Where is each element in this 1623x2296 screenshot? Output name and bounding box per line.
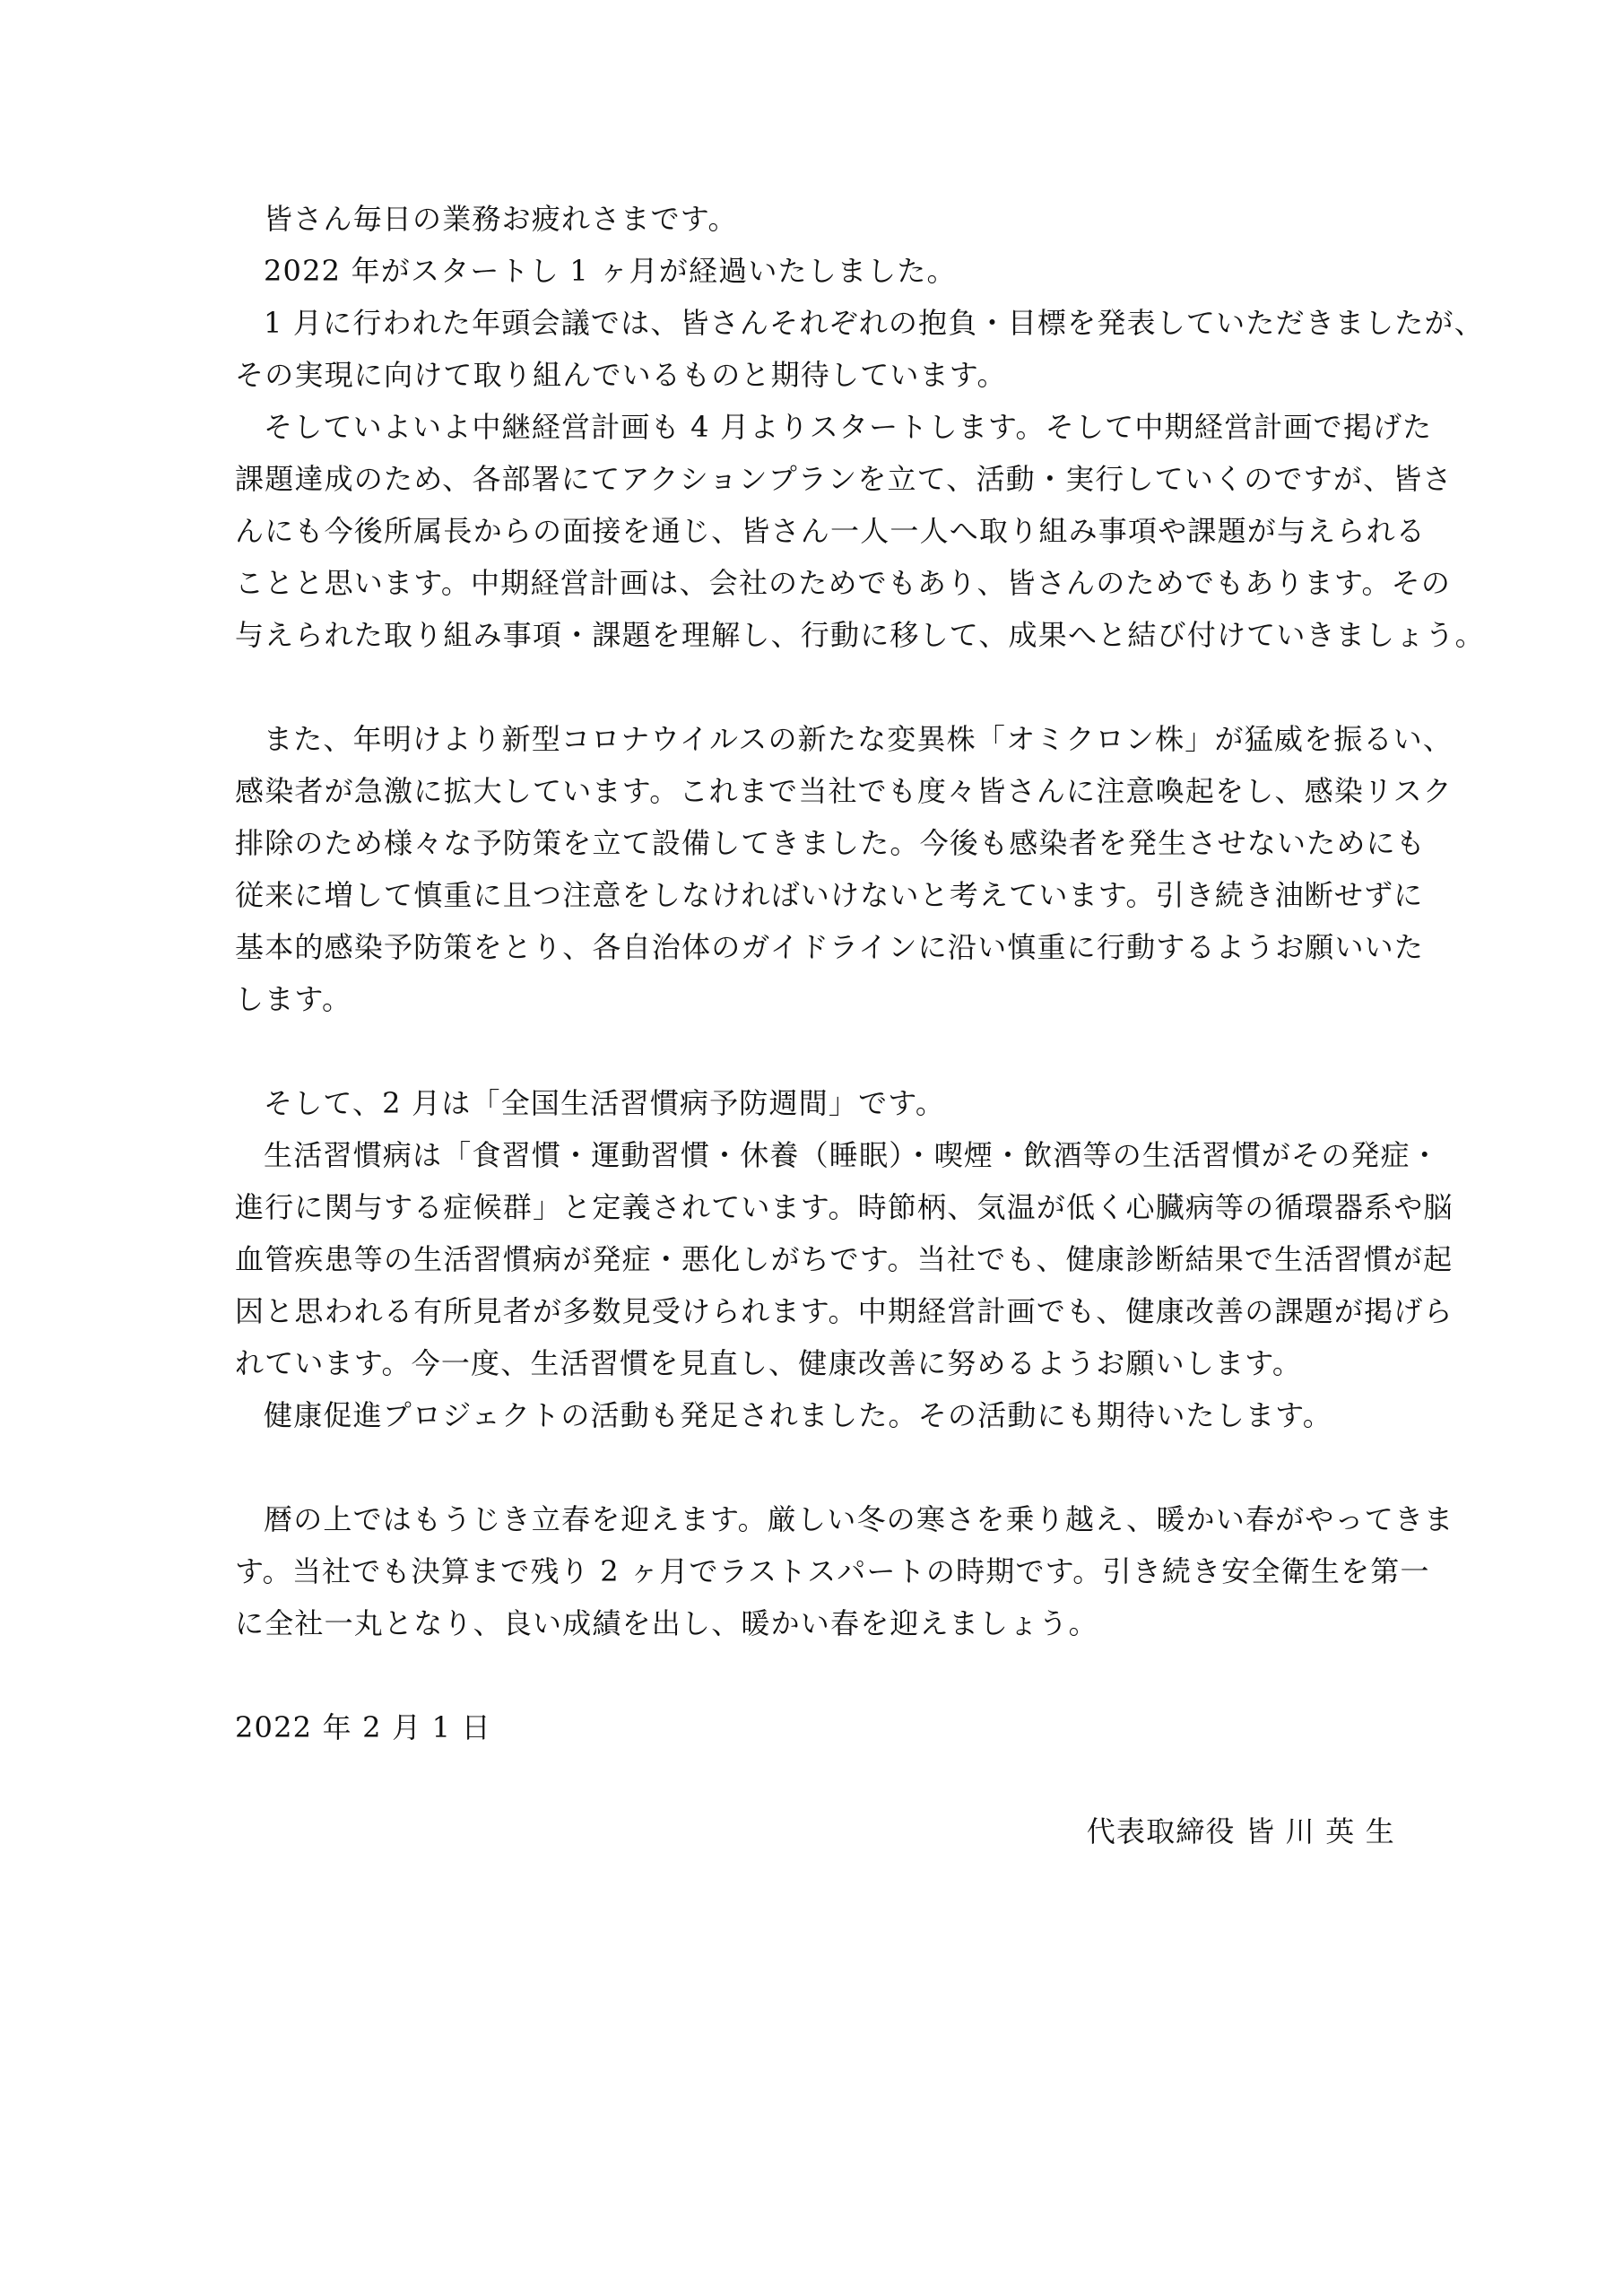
paragraph-gap	[235, 1649, 1406, 1701]
paragraph-line: 暦の上ではもうじき立春を迎えます。厳しい冬の寒さを乗り越え、暖かい春がやってきま	[264, 1502, 1454, 1536]
paragraph-line: そしていよいよ中継経営計画も 4 月よりスタートします。そして中期経営計画で掲げた	[264, 410, 1433, 444]
paragraph-line: そして、2 月は「全国生活習慣病予防週間」です。	[264, 1086, 946, 1120]
paragraph-gap	[235, 1025, 1406, 1077]
paragraph-line: その実現に向けて取り組んでいるものと期待しています。	[235, 358, 1007, 392]
paragraph-line: 従来に増して慎重に且つ注意をしなければいけないと考えています。引き続き油断せずに	[235, 878, 1424, 912]
paragraph-line: 2022 年がスタートし 1 ヶ月が経過いたしました。	[264, 254, 957, 288]
paragraph-line: 健康促進プロジェクトの活動も発足されました。その活動にも期待いたします。	[264, 1398, 1333, 1432]
paragraph-line: します。	[235, 982, 352, 1016]
letter-page	[235, 193, 1485, 1857]
paragraph-line: れています。今一度、生活習慣を見直し、健康改善に努めるようお願いします。	[235, 1346, 1303, 1380]
paragraph-line: んにも今後所属長からの面接を通じ、皆さん一人一人へ取り組み事項や課題が与えられる	[235, 514, 1427, 548]
paragraph-line: 1 月に行われた年頭会議では、皆さんそれぞれの抱負・目標を発表していただきましたが、	[264, 306, 1484, 340]
paragraph-line: 血管疾患等の生活習慣病が発症・悪化しがちです。当社でも、健康診断結果で生活習慣が起	[235, 1242, 1454, 1276]
greeting-line: 皆さん毎日の業務お疲れさまです。	[264, 202, 738, 236]
paragraph-line: 感染者が急激に拡大しています。これまで当社でも度々皆さんに注意喚起をし、感染リスク	[235, 774, 1454, 808]
paragraph-line: 生活習慣病は「食習慣・運動習慣・休養（睡眠）・喫煙・飲酒等の生活習慣がその発症・	[264, 1138, 1441, 1172]
paragraph-line: す。当社でも決算まで残り 2 ヶ月でラストスパートの時期です。引き続き安全衛生を第一	[235, 1554, 1430, 1588]
paragraph-line: 与えられた取り組み事項・課題を理解し、行動に移して、成果へと結び付けていきましょう。	[235, 618, 1485, 652]
paragraph-line: 基本的感染予防策をとり、各自治体のガイドラインに沿い慎重に行動するようお願いいた	[235, 930, 1425, 964]
letter-date: 2022 年 2 月 1 日	[235, 1710, 491, 1744]
paragraph-line: に全社一丸となり、良い成績を出し、暖かい春を迎えましょう。	[235, 1606, 1098, 1640]
paragraph-line: 課題達成のため、各部署にてアクションプランを立て、活動・実行していくのですが、皆さ	[235, 462, 1453, 496]
paragraph-line: 排除のため様々な予防策を立て設備してきました。今後も感染者を発生させないためにも	[235, 826, 1427, 860]
paragraph-line: 進行に関与する症候群」と定義されています。時節柄、気温が低く心臓病等の循環器系や脳	[235, 1190, 1454, 1224]
paragraph-gap	[235, 661, 1406, 713]
paragraph-line: また、年明けより新型コロナウイルスの新たな変異株「オミクロン株」が猛威を振るい、	[264, 722, 1454, 756]
signature: 代表取締役 皆 川 英 生	[1086, 1814, 1395, 1848]
paragraph-gap	[235, 1753, 1406, 1805]
paragraph-gap	[235, 1441, 1406, 1493]
paragraph-line: ことと思います。中期経営計画は、会社のためでもあり、皆さんのためでもあります。その	[235, 566, 1452, 600]
paragraph-line: 因と思われる有所見者が多数見受けられます。中期経営計画でも、健康改善の課題が掲げら	[235, 1294, 1454, 1328]
